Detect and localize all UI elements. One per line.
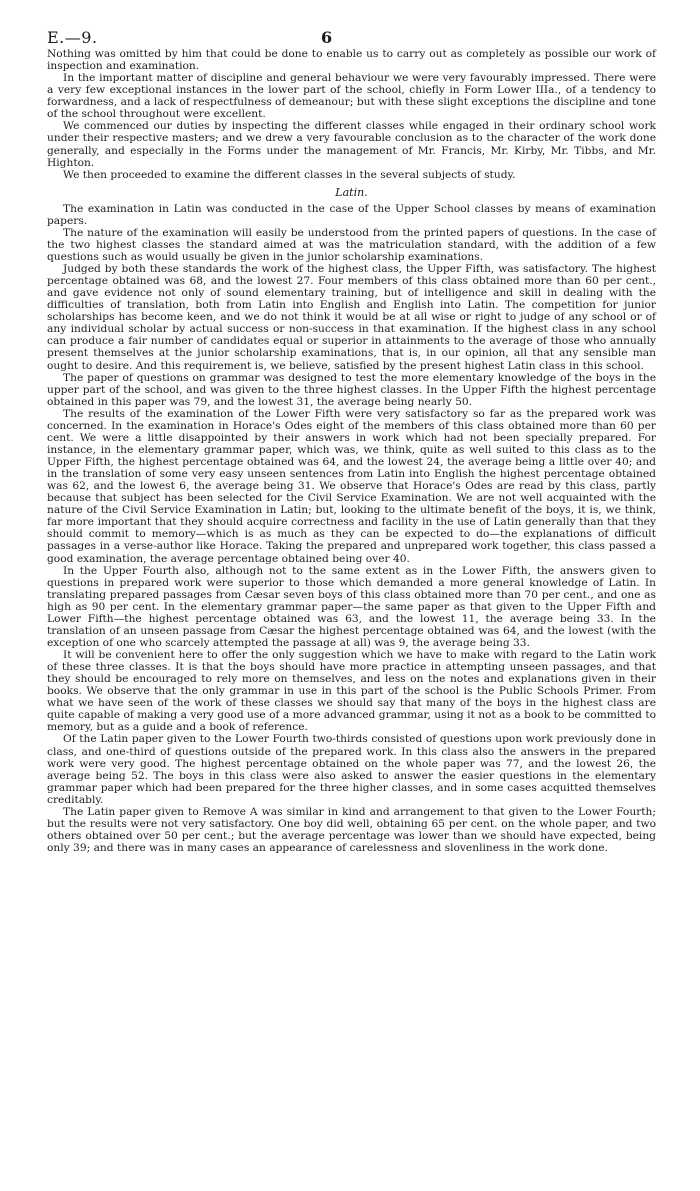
paragraph: Judged by both these standards the work of the highest class, the Upper Fifth, was satisfactory. The highest percentage obtained was 68, and the lowest 27. Four members of this class obtained more than 60 per cent., and gave evidence not only of sound elementary training, but of intelligence and skill in dealing with the difficulties of translation, both from Latin into English and English into Latin. The competition for junior scholarships has become keen, and we do not think it would be at all wise or right to judge of any school or of any individual scholar by actual success or non-success in that examination. If the highest class in any school can produce a fair number of candidates equal or superior in attainments to the average of those who annually present themselves at the junior scholarship examinations, that is, in our opinion, all that any sensible man ought to desire. And this requirement is, we believe, satisfied by the present highest Latin class in this school. [47, 262, 656, 372]
section-heading: Latin. [335, 185, 368, 199]
paragraph: In the Upper Fourth also, although not to the same extent as in the Lower Fifth, the answers given to questions in prepared work were superior to those which demanded a more general knowledge of Latin. In translating prepared passages from Cæsar seven boys of this class obtained more than 70 per cent., and one as high as 90 per cent. In the elementary grammar paper—the same paper as that given to the Upper Fifth and Lower Fifth—the highest percentage obtained was 63, and the lowest 11, the average being 33. In the translation of an unseen passage from Cæsar the highest percentage obtained was 64, and the lowest (with the exception of one who scarcely attempted the passage at all) was 9, the average being 33. [47, 563, 656, 649]
paragraph: We then proceeded to examine the different classes in the several subjects of study. [63, 167, 516, 181]
paragraph: Of the Latin paper given to the Lower Fourth two-thirds consisted of questions upon work previously done in class, and one-third of questions outside of the prepared work. In this class also the answers in the prepared work were very good. The highest percentage obtained on the whole paper was 77, and the lowest 26, the average being 52. The boys in this class were also asked to answer the easier questions in the elementary grammar paper which had been prepared for the three higher classes, and in some cases acquitted themselves creditably. [47, 732, 656, 806]
paragraph: The Latin paper given to Remove A was similar in kind and arrangement to that given to the Lower Fourth; but the results were not very satisfactory. One boy did well, obtaining 65 per cent. on the whole paper, and two others obtained over 50 per cent.; but the average percentage was lower than we should have expected, being only 39; and there was in many cases an appearance of carelessness and slovenliness in the work done. [47, 804, 656, 854]
document-reference: E.—9. [47, 28, 98, 47]
paragraph: The results of the examination of the Lower Fifth were very satisfactory so far as the prepared work was concerned. In the examination in Horace's Odes eight of the members of this class obtained more than 60 per cent. We were a little disappointed by their answers in work which had not been specially prepared. For instance, in the elementary grammar paper, which was, we think, quite as well suited to this class as to the Upper Fifth, the highest percentage obtained was 64, and the lowest 24, the average being a little over 40; and in the translation of some very easy unseen sentences from Latin into English the highest percentage obtained was 62, and the lowest 6, the average being 31. We observe that Horace's Odes are read by this class, partly because that subject has been selected for the Civil Service Examination. We are not well acquainted with the nature of the Civil Service Examination in Latin; but, looking to the ultimate benefit of the boys, it is, we think, far more important that they should acquire correctness and facility in the use of Latin generally than that they should commit to memory—which is as much as they can be expected to do—the explanations of difficult passages in a verse-author like Horace. Taking the prepared and unprepared work together, this class passed a good examination, the average percentage obtained being over 40. [47, 406, 656, 565]
page-header [47, 26, 656, 48]
document-body [47, 48, 656, 854]
paragraph: Nothing was omitted by him that could be done to enable us to carry out as completely as possible our work of inspection and examination. [47, 47, 656, 73]
paragraph: We commenced our duties by inspecting the different classes while engaged in their ordinary school work under their respective masters; and we drew a very favourable conclusion as to the character of the work done generally, and especially in the Forms under the management of Mr. Francis, Mr. Kirby, Mr. Tibbs, and Mr. Highton. [47, 119, 656, 169]
page-number: 6 [321, 28, 333, 47]
paragraph: It will be convenient here to offer the only suggestion which we have to make with regard to the Latin work of these three classes. It is that the boys should have more practice in attempting unseen passages, and that they should be encouraged to rely more on themselves, and less on the notes and explanations given in their books. We observe that the only grammar in use in this part of the school is the Public Schools Primer. From what we have seen of the work of these classes we should say that many of the boys in the highest class are quite capable of making a very good use of a more advanced grammar, using it not as a book to be committed to memory, but as a guide and a book of reference. [47, 648, 656, 734]
paragraph: The paper of questions on grammar was designed to test the more elementary knowledge of the boys in the upper part of the school, and was given to the three highest classes. In the Upper Fifth the highest percentage obtained in this paper was 79, and the lowest 31, the average being nearly 50. [47, 370, 656, 408]
paragraph: In the important matter of discipline and general behaviour we were very favourably impressed. There were a very few exceptional instances in the lower part of the school, chiefly in Form Lower IIIa., of a tendency to forwardness, and a lack of respectfulness of demeanour; but with these slight exceptions the discipline and tone of the school throughout were excellent. [47, 71, 656, 121]
paragraph: The examination in Latin was conducted in the case of the Upper School classes by means of examination papers. [47, 201, 656, 227]
paragraph: The nature of the examination will easily be understood from the printed papers of questions. In the case of the two highest classes the standard aimed at was the matriculation standard, with the addition of a few questions such as would usually be given in the junior scholarship examinations. [47, 225, 656, 263]
